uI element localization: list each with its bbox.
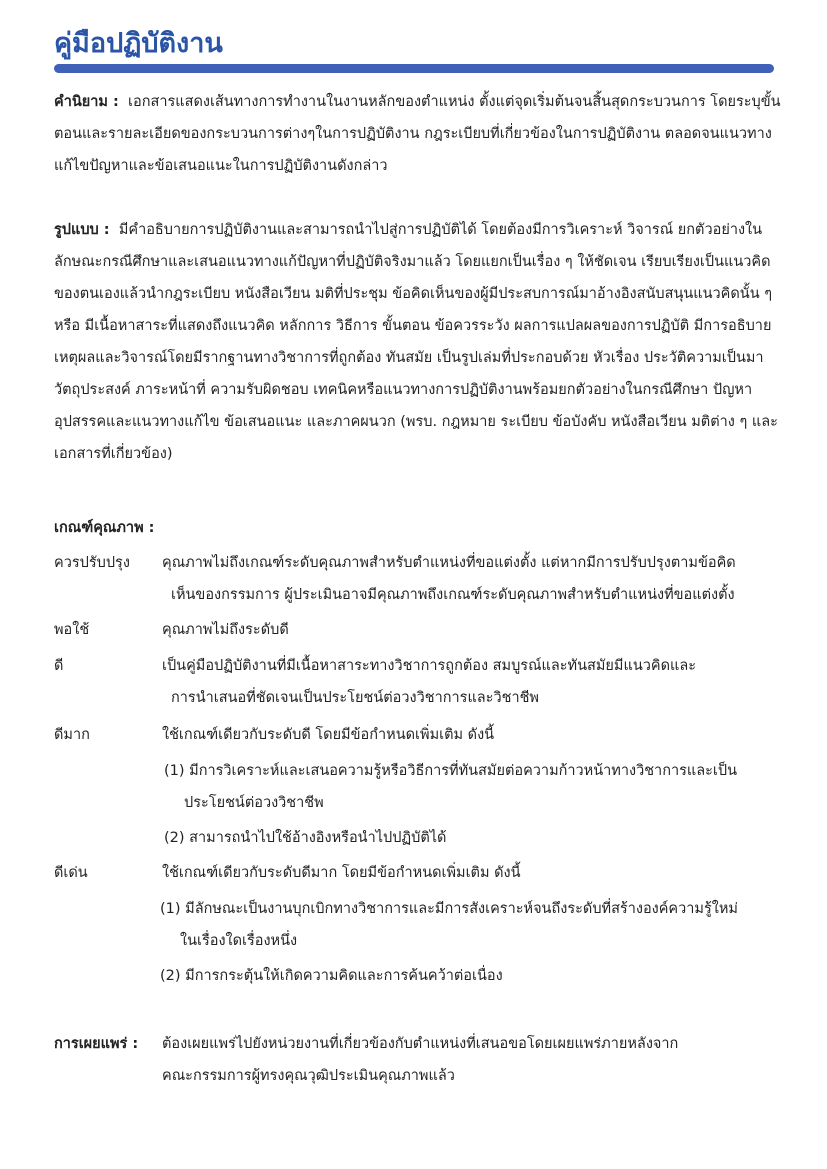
publication-line-continued: คณะกรรมการผู้ทรงคุณวุฒิประเมินคุณภาพแล้ว [162, 1068, 455, 1084]
criteria-level-description [162, 650, 782, 714]
criteria-line: เป็นคู่มือปฏิบัติงานที่มีเนื้อหาสาระทางวิชาการถูกต้อง สมบูรณ์และทันสมัยมีแนวคิดและ [162, 658, 697, 674]
criteria-subitem-line-continued: ประโยชน์ต่อวงวิชาชีพ [184, 795, 324, 811]
criteria-subitem-line: (2) มีการกระตุ้นให้เกิดความคิดและการค้นคว้าต่อเนื่อง [160, 968, 503, 984]
criteria-subitem-excellent-1 [160, 893, 790, 957]
definition-label: คำนิยาม [54, 94, 108, 110]
criteria-subitem-line: (2) สามารถนำไปใช้อ้างอิงหรือนำไปปฏิบัติได้ [164, 830, 447, 846]
criteria-line-continued: การนำเสนอที่ชัดเจนเป็นประโยชน์ต่อวงวิชาการและวิชาชีพ [171, 690, 539, 706]
criteria-line-continued: เห็นของกรรมการ ผู้ประเมินอาจมีคุณภาพถึงเกณฑ์ระดับคุณภาพสำหรับตำแหน่งที่ขอแต่งตั้ง [171, 587, 735, 603]
criteria-subitem-line: (1) มีการวิเคราะห์และเสนอความรู้หรือวิธีการที่ทันสมัยต่อความก้าวหน้าทางวิชาการและเป็น [164, 763, 738, 779]
publication-line: ต้องเผยแพร่ไปยังหน่วยงานที่เกี่ยวข้องกับตำแหน่งที่เสนอขอโดยเผยแพร่ภายหลังจาก [162, 1036, 679, 1052]
definition-text: เอกสารแสดงเส้นทางการทำงานในงานหลักของตำแหน่ง ตั้งแต่จุดเริ่มต้นจนสิ้นสุดกระบวนการ โดยระบุขั้นตอนและรายละเอียดของกระบวนการต่างๆในการปฏิบัติงาน กฎระเบียบที่เกี่ยวข้องในการปฏิบัติงาน ตลอดจนแนวทางแก้ไขปัญหาและข้อเสนอแนะในการปฏิบัติงานดังกล่าว [54, 94, 781, 174]
criteria-level-description [162, 719, 782, 751]
definition-paragraph [54, 86, 789, 182]
criteria-level-description [162, 614, 782, 646]
criteria-level-description [162, 857, 782, 889]
page-title: คู่มือปฏิบัติงาน [54, 28, 223, 59]
criteria-subitem-very-good-2 [164, 822, 794, 854]
criteria-level-label: ดีเด่น [54, 865, 88, 881]
criteria-line: ใช้เกณฑ์เดียวกับระดับดีมาก โดยมีข้อกำหนดเพิ่มเติม ดังนี้ [162, 865, 521, 881]
publication-text [162, 1028, 782, 1092]
criteria-level-label: ดีมาก [54, 727, 90, 743]
format-paragraph [54, 214, 789, 470]
criteria-line: คุณภาพไม่ถึงระดับดี [162, 622, 289, 638]
definition-separator: : [107, 94, 119, 110]
criteria-line: ใช้เกณฑ์เดียวกับระดับดี โดยมีข้อกำหนดเพิ่มเติม ดังนี้ [162, 727, 495, 743]
criteria-line: คุณภาพไม่ถึงเกณฑ์ระดับคุณภาพสำหรับตำแหน่งที่ขอแต่งตั้ง แต่หากมีการปรับปรุงตามข้อคิด [162, 555, 736, 571]
publication-label: การเผยแพร่ : [54, 1036, 139, 1052]
criteria-subitem-line: (1) มีลักษณะเป็นงานบุกเบิกทางวิชาการและมีการสังเคราะห์จนถึงระดับที่สร้างองค์ความรู้ใหม่ [160, 901, 738, 917]
format-text: มีคำอธิบายการปฏิบัติงานและสามารถนำไปสู่การปฏิบัติได้ โดยต้องมีการวิเคราะห์ วิจารณ์ ยกตัวอย่างในลักษณะกรณีศึกษาและเสนอแนวทางแก้ปัญหาที่ปฏิบัติจริงมาแล้ว โดยแยกเป็นเรื่อง ๆ ให้ชัดเจน เรียบเรียงเป็นแนวคิดของตนเองแล้วนำกฎระเบียบ หนังสือเวียน มติที่ประชุม ข้อคิดเห็นของผู้มีประสบการณ์มาอ้างอิงสนับสนุนแนวคิดนั้น ๆ หรือ มีเนื้อหาสาระที่แสดงถึงแนวคิด หลักการ วิธีการ ขั้นตอน ข้อควรระวัง ผลการแปลผลของการปฏิบัติ มีการอธิบายเหตุผลและวิจารณ์โดยมีรากฐานทางวิชาการที่ถูกต้อง ทันสมัย เป็นรูปเล่มที่ประกอบด้วย หัวเรื่อง ประวัติความเป็นมา วัตถุประสงค์ ภาระหน้าที่ ความรับผิดชอบ เทคนิคหรือแนวทางการปฏิบัติงานพร้อมยกตัวอย่างในกรณีศึกษา ปัญหา อุปสรรคและแนวทางแก้ไข ข้อเสนอแนะ และภาคผนวก (พรบ. กฎหมาย ระเบียบ ข้อบังคับ หนังสือเวียน มติต่าง ๆ และเอกสารที่เกี่ยวข้อง) [54, 222, 778, 462]
criteria-subitem-line-continued: ในเรื่องใดเรื่องหนึ่ง [180, 933, 298, 949]
criteria-subitem-excellent-2 [160, 960, 790, 992]
criteria-subitem-very-good-1 [164, 755, 794, 819]
format-label: รูปแบบ [54, 222, 99, 238]
format-separator: : [98, 222, 110, 238]
criteria-level-label: ควรปรับปรุง [54, 555, 130, 571]
criteria-level-label: ดี [54, 658, 64, 674]
criteria-heading: เกณฑ์คุณภาพ : [54, 520, 155, 536]
criteria-level-label: พอใช้ [54, 622, 90, 638]
title-underline-bar [54, 64, 774, 73]
criteria-level-description [162, 547, 782, 611]
